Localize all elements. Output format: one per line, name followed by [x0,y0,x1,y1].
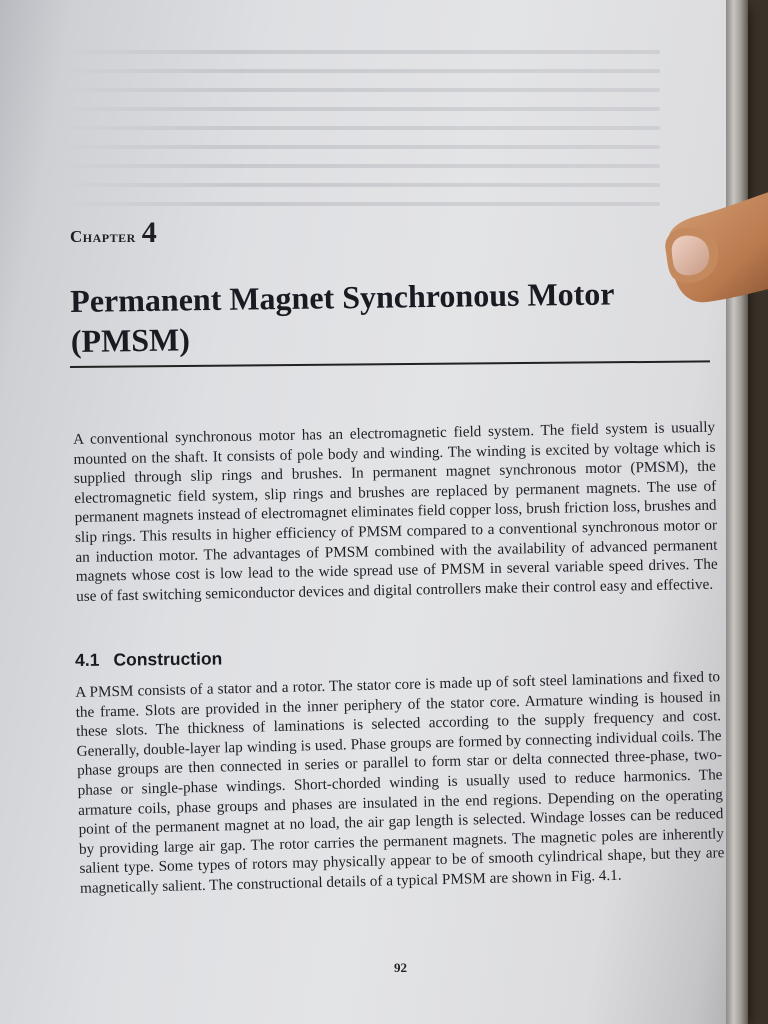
show-through-text [60,50,660,240]
section-number: 4.1 [75,649,100,670]
section-title: Construction [113,648,223,670]
chapter-label [70,216,157,250]
construction-paragraph: A PMSM consists of a stator and a rotor. The stator core is made up of soft steel laminations and fixed to the frame. Slots are provided in the inner periphery of the stator core. Armature winding is housed in these slots. The thickness of laminations is selected according to the supply frequency and cost. Generally, double-layer lap winding is used. Phase groups are formed by connecting individual coils. The phase groups are then connected in series or parallel to form star or delta connected three-phase, two-phase or single-phase windings. Short-chorded winding is usually used to reduce harmonics. The armature coils, phase groups and phases are insulated in the end regions. Depending on the operating point of the permanent magnet at no load, the air gap length is selected. Windage losses can be reduced by providing large air gap. The rotor carries the permanent magnets. The magnetic poles are inherently salient type. Some types of rotors may physically appear to be of smooth cylindrical shape, but they are magnetically salient. The constructional details of a typical PMSM are shown in Fig. 4.1. [75,668,725,897]
intro-paragraph: A conventional synchronous motor has an electromagnetic field system. The field system is usually mounted on the shaft. It consists of pole body and winding. The winding is excited by voltage which is supplied through slip rings and brushes. In permanent magnet synchronous motor (PMSM), the electromagnetic field system, slip rings and brushes are replaced by permanent magnets. The use of permanent magnets instead of electromagnet eliminates field copper loss, brush friction loss, brushes and slip rings. This results in higher efficiency of PMSM compared to a conventional synchronous motor or an induction motor. The advantages of PMSM combined with the availability of advanced permanent magnets whose cost is low lead to the wide spread use of PMSM in several variable speed drives. The use of fast switching semiconductor devices and digital controllers make their control easy and effective. [73,418,718,605]
page-number: 92 [394,960,407,975]
title-rule [70,360,710,368]
page-edge [726,0,748,1024]
chapter-word: Chapter [70,227,136,246]
section-heading [75,648,222,671]
chapter-number: 4 [141,216,157,249]
chapter-title: Permanent Magnet Synchronous Motor (PMSM) [70,275,615,359]
